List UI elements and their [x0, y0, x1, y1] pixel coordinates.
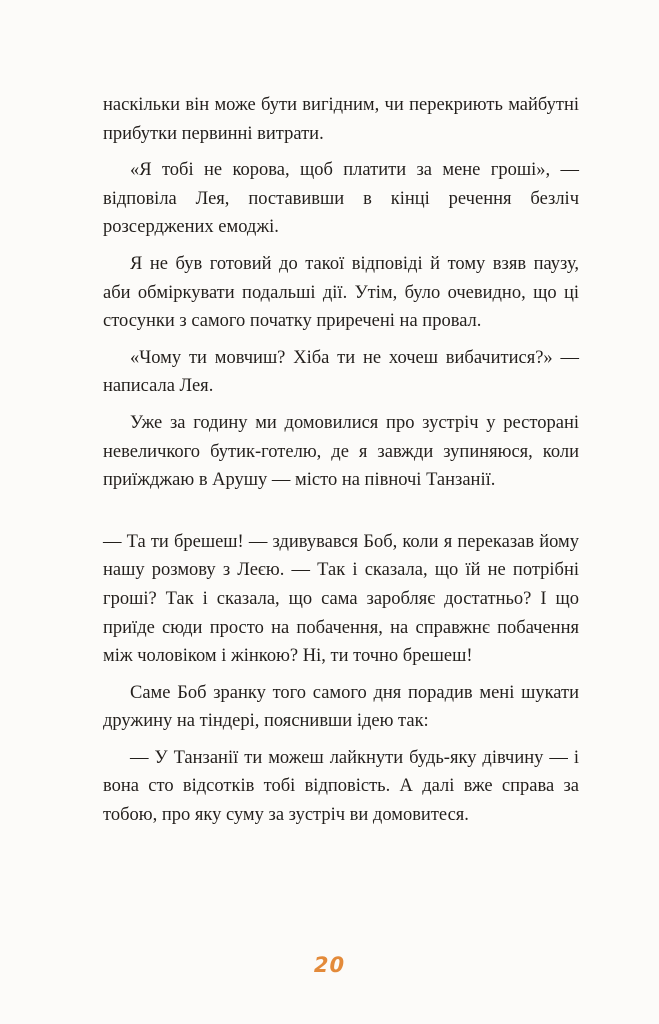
section-break [103, 503, 579, 528]
paragraph-continuation: наскільки він може бути вигідним, чи перекриють майбутні прибутки первинні витрати. [103, 95, 579, 144]
page-number: 20 [313, 953, 346, 977]
paragraph-meeting: Уже за годину ми домовилися про зустріч у ресторані невеличкого бутик-готелю, де я завжди зупиняюся, коли приїжджаю в Арушу — місто на півночі Танзанії. [103, 412, 579, 491]
paragraph-lea-reply: «Я тобі не корова, щоб платити за мене гроші», — відповіла Лея, поставивши в кінці речення безліч розсерджених емоджі. [103, 160, 579, 238]
paragraph-lea-question: «Чому ти мовчиш? Хіба ти не хочеш вибачитися?» — написала Лея. [103, 347, 579, 397]
paragraph-bob-reaction: — Та ти брешеш! — здивувався Боб, коли я переказав йому нашу розмову з Леєю. — Так і сказала, що їй не потрібні гроші? Так і сказала, що сама заробляє достатньо? І що приїде сюди просто на побачення, на справжнє побачення між чоловіком і жінкою? Ні, ти точно брешеш! [103, 531, 579, 667]
paragraph-bob-advice: Саме Боб зранку того самого дня порадив мені шукати дружину на тіндері, пояснивши ідею так: [103, 682, 579, 732]
page-body [103, 91, 579, 838]
paragraph-tanzania: — У Танзанії ти можеш лайкнути будь-яку дівчину — і вона сто відсотків тобі відповість. А далі вже справа за тобою, про яку суму за зустріч ви домовитеся. [103, 747, 579, 826]
paragraph-pause: Я не був готовий до такої відповіді й тому взяв паузу, аби обміркувати подальші дії. Утім, було очевидно, що ці стосунки з самого початку приречені на провал. [103, 253, 579, 332]
